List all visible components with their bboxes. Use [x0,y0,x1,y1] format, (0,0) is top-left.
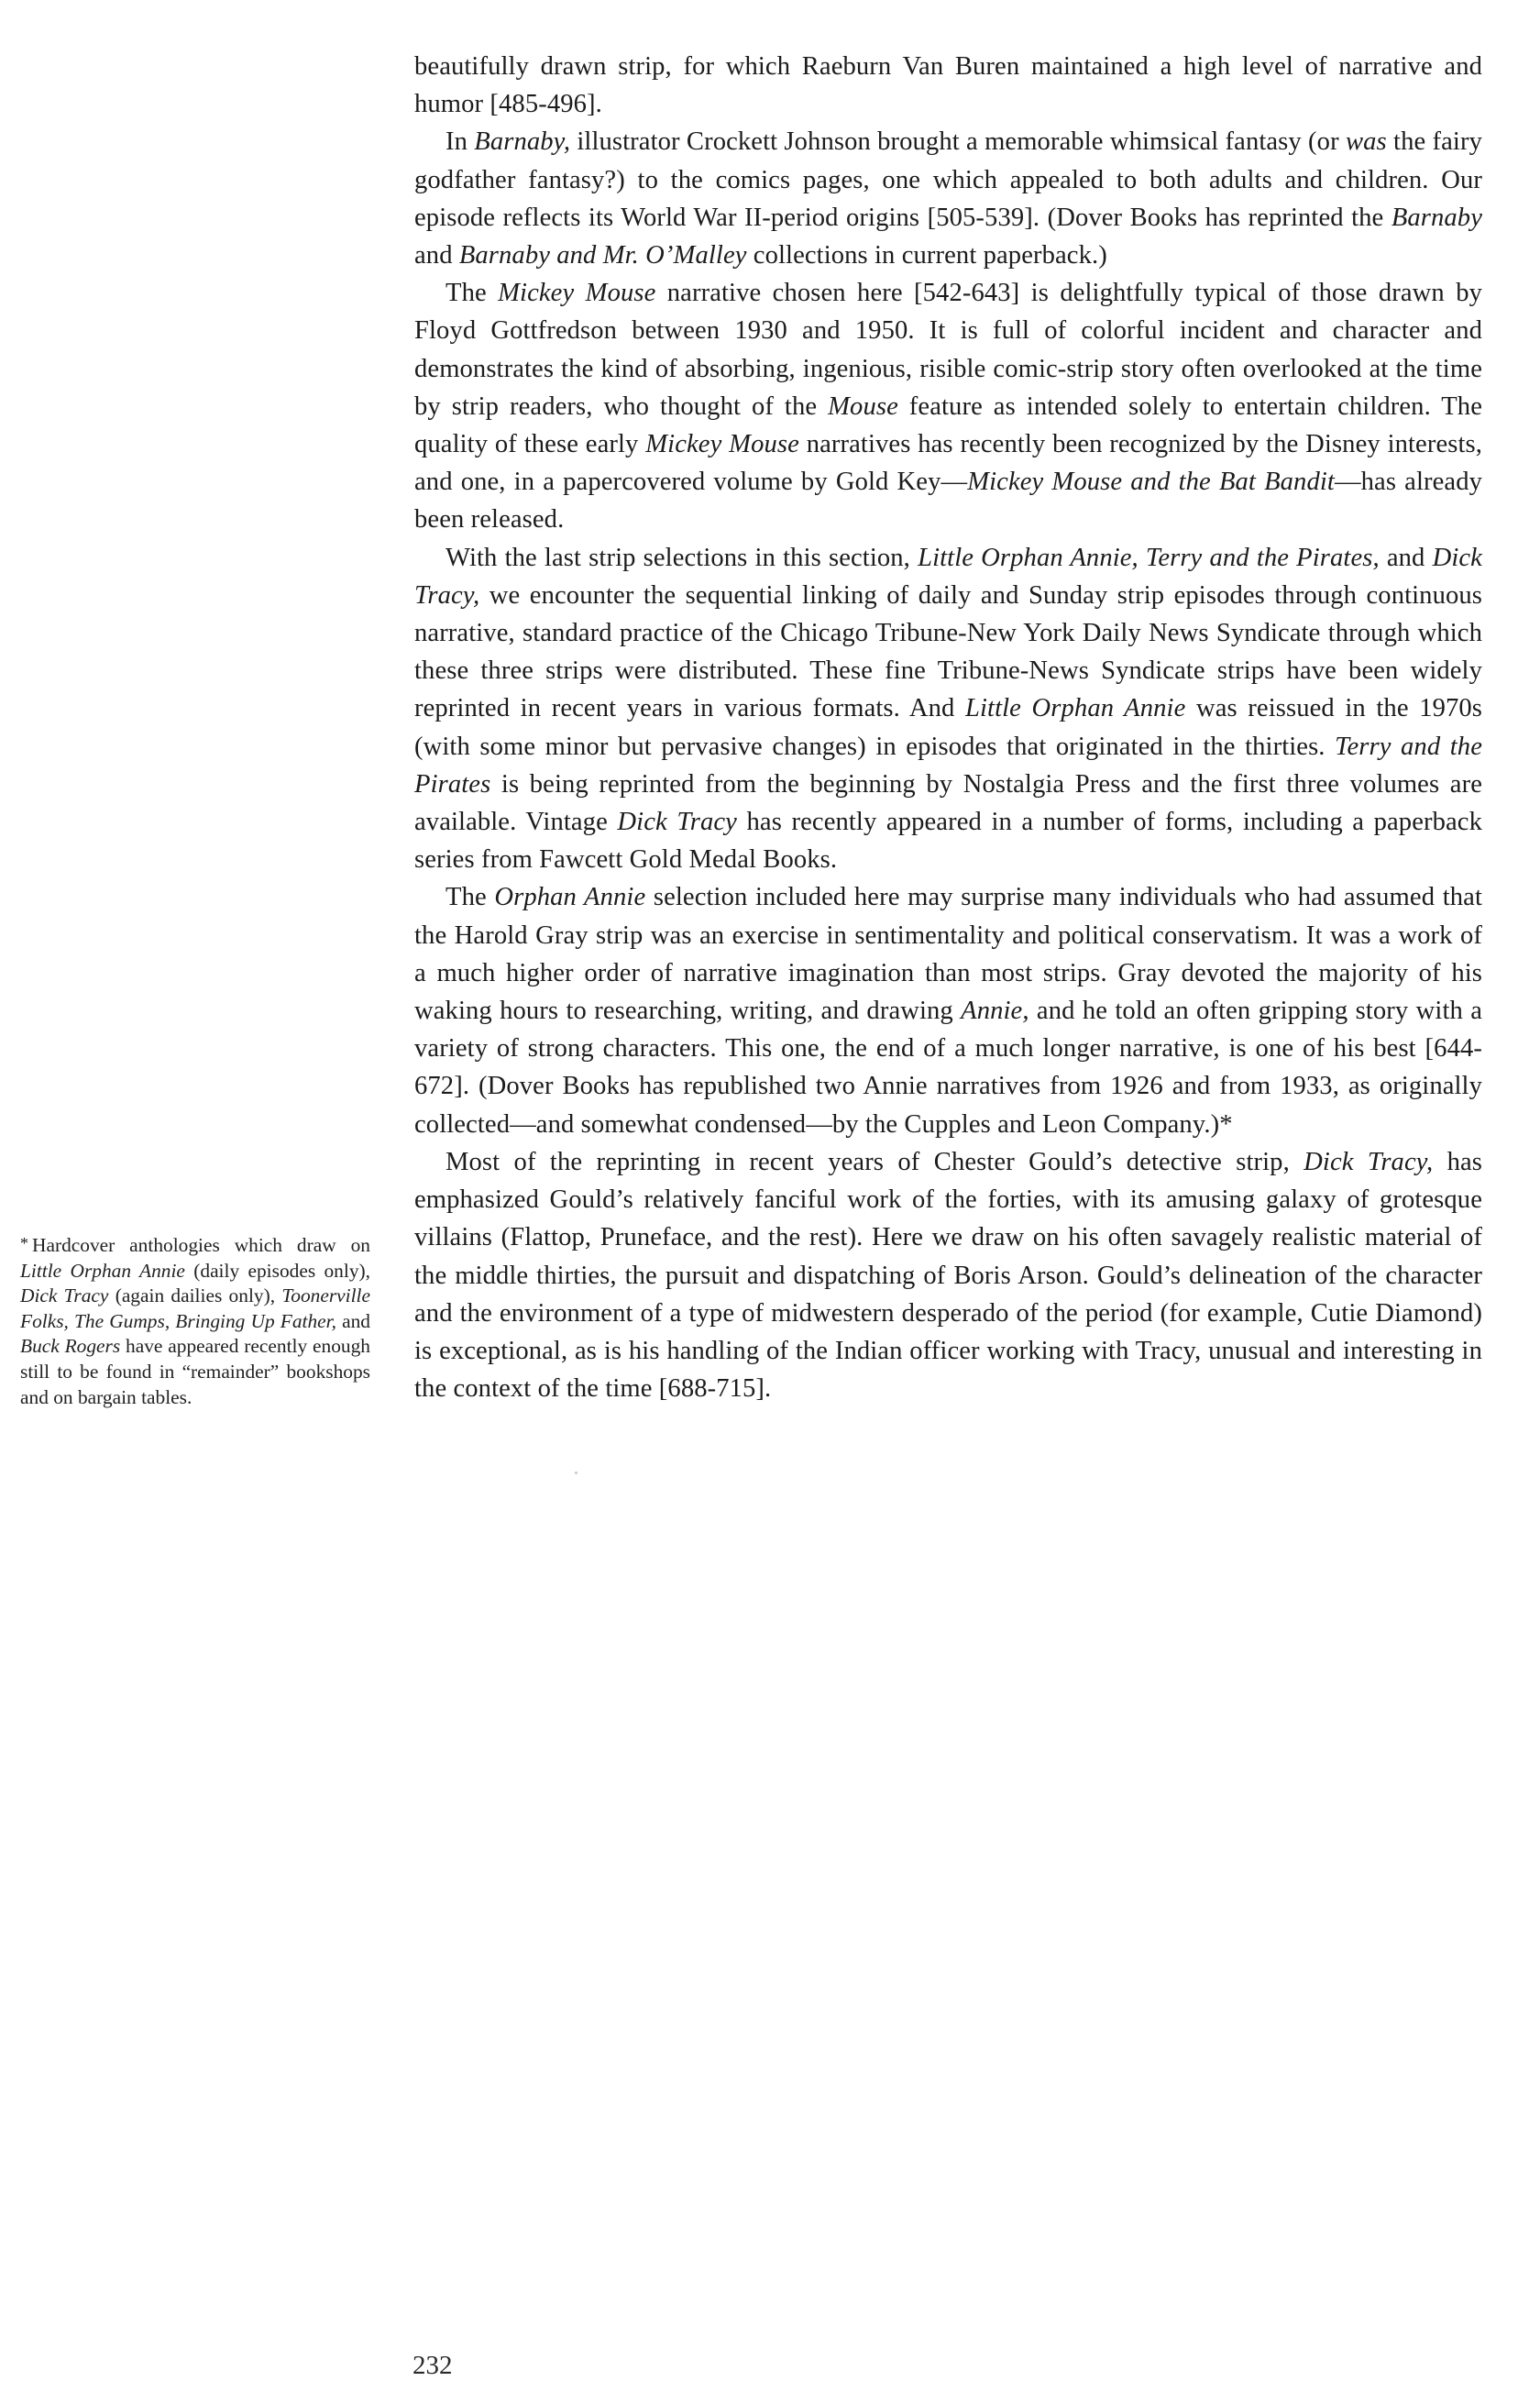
text-run: and [414,241,459,270]
text-run: the fairy godfather fantasy?) to the comics pages, one which appealed to both adults and children. Our episode reflects its World War II-period origins [505-539]. (Dover Books has reprinted the [414,127,1482,232]
text-run: The [446,279,499,308]
italic-text: Toonerville Folks, The Gumps, Bringing Up Father, [20,1284,370,1332]
text-run: Most of the reprinting in recent years of Chester Gould’s detective strip, [446,1147,1304,1176]
text-run: narrative chosen here [542-643] is delightfully typical of those drawn by Floyd Gottfredson between 1930 and 1950. It is full of colorful incident and character and demonstrates the kind of absorbing, ingenious, risible comic-strip story often overlooked at the time by strip readers, who thought of the [414,279,1482,421]
text-run: has recently appeared in a number of forms, including a paperback series from Fawcett Gold Medal Books. [414,808,1482,875]
text-run: In [446,127,475,157]
paragraph [414,878,1482,1142]
footnote-marker: * [20,1234,28,1252]
text-run: selection included here may surprise many individuals who had assumed that the Harold Gray strip was an exercise in sentimentality and political conservatism. It was a work of a much higher order of narrative imagination than most strips. Gray devoted the majority of his waking hours to researching, writing, and drawing [414,883,1482,1026]
text-run: have appeared recently enough still to be found in “remainder” bookshops and on bargain tables. [20,1335,370,1408]
italic-text: Mouse [828,391,898,421]
italic-text: Barnaby, [474,127,571,157]
footnote-text [20,1234,370,1408]
text-run: we encounter the sequential linking of daily and Sunday strip episodes through continuous narrative, standard practice of the Chicago Tribune-New York Daily News Syndicate through which these three strips were distributed. These fine Tribune-News Syndicate strips have been widely reprinted in recent years in various formats. And [414,580,1482,723]
paragraph [414,274,1482,538]
italic-text: Terry and the Pirates [414,732,1482,799]
main-text-column [414,48,1482,1407]
italic-text: Little Orphan Annie [20,1259,185,1282]
italic-text: Buck Rogers [20,1335,121,1358]
paragraph [414,123,1482,274]
italic-text: Annie, [961,997,1029,1026]
text-run: illustrator Crockett Johnson brought a memorable whimsical fantasy (or [570,127,1346,157]
italic-text: Mickey Mouse and the Bat Bandit [967,468,1335,497]
text-run: narratives has recently been recognized by the Disney interests, and one, in a papercovered volume by Gold Key— [414,430,1483,497]
italic-text: Barnaby [1391,203,1482,232]
italic-text: Barnaby and Mr. O’Malley [458,241,747,270]
text-run: collections in current paperback.) [746,241,1107,270]
italic-text: Dick Tracy [20,1284,109,1307]
text-run: feature as intended solely to entertain children. The quality of these early [414,391,1483,459]
page-number: 232 [412,2351,453,2380]
print-speck [575,1472,578,1474]
italic-text: Dick Tracy [617,808,737,837]
italic-text: Mickey Mouse [645,430,799,459]
text-run: was reissued in the 1970s (with some minor but pervasive changes) in episodes that originated in the thirties. [414,694,1483,761]
text-run: and [336,1309,370,1332]
footnote [20,1231,370,1410]
text-run: The [446,883,495,912]
text-run: Hardcover anthologies which draw on [32,1234,370,1256]
italic-text: Little Orphan Annie, Terry and the Pirates, [918,543,1380,572]
text-run: and [1379,543,1433,572]
italic-text: Dick Tracy, [1304,1147,1434,1176]
text-run: With the last strip selections in this section, [446,543,918,572]
text-run: has emphasized Gould’s relatively fanciful work of the forties, with its amusing galaxy of grotesque villains (Flattop, Pruneface, and the rest). Here we draw on his often savagely realistic material of the middle thirties, the pursuit and dispatching of Boris Arson. Gould’s delineation of the character and the environment of a type of midwestern desperado of the period (for example, Cutie Diamond) is exceptional, as is his handling of the Indian officer working with Tracy, unusual and interesting in the context of the time [688-715]. [414,1147,1482,1404]
italic-text: Little Orphan Annie [965,694,1186,723]
paragraph [414,48,1482,123]
text-run: and he told an often gripping story with a variety of strong characters. This one, the end of a much longer narrative, is one of his best [644-672]. (Dover Books has republished two Annie narratives from 1926 and from 1933, as originally collected—and somewhat condensed—by the Cupples and Leon Company.)* [414,997,1482,1139]
paragraph [414,1143,1482,1407]
italic-text: Orphan Annie [494,883,646,912]
italic-text: was [1345,127,1387,157]
text-run: (again dailies only), [108,1284,282,1307]
text-run: is being reprinted from the beginning by Nostalgia Press and the first three volumes are available. Vintage [414,769,1482,837]
text-run: beautifully drawn strip, for which Raeburn Van Buren maintained a high level of narrative and humor [485-496]. [414,52,1482,119]
text-run: —has already been released. [414,468,1483,535]
italic-text: Mickey Mouse [498,279,656,308]
text-run: (daily episodes only), [184,1259,370,1282]
paragraph [414,539,1482,879]
italic-text: Dick Tracy, [414,543,1482,610]
